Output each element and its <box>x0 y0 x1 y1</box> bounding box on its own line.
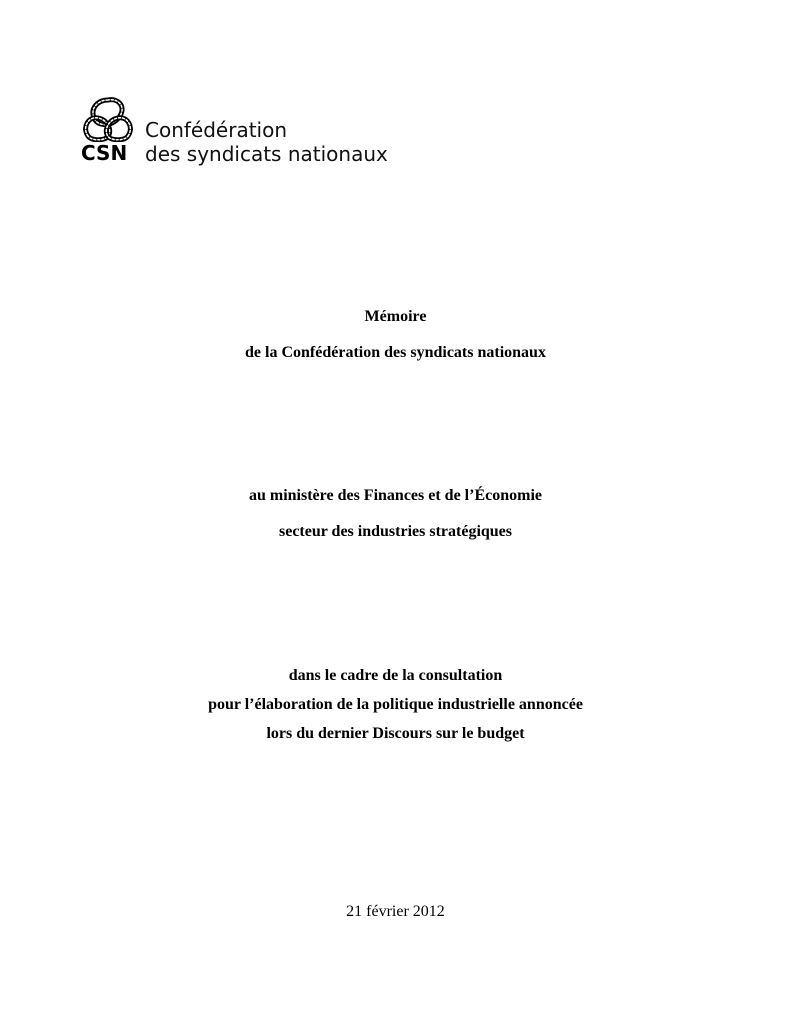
document-author: de la Confédération des syndicats nationaux <box>245 344 546 361</box>
context-line3: lors du dernier Discours sur le budget <box>266 725 525 742</box>
logo-abbreviation: CSN <box>81 141 128 165</box>
logo-organization-name <box>145 118 388 166</box>
csn-logo <box>80 96 400 166</box>
logo-name-line1: Confédération <box>145 118 288 142</box>
recipient-block <box>0 481 791 546</box>
document-title: Mémoire <box>364 308 427 325</box>
recipient-line1: au ministère des Finances et de l’Économie <box>248 487 542 504</box>
recipient-line2: secteur des industries stratégiques <box>278 523 513 540</box>
knot-emblem-icon <box>80 96 136 142</box>
document-date: 21 février 2012 <box>346 903 445 920</box>
title-block <box>0 302 791 367</box>
context-line1: dans le cadre de la consultation <box>288 667 503 684</box>
context-line2: pour l’élaboration de la politique industrielle annoncée <box>208 696 583 713</box>
context-block <box>0 661 791 748</box>
logo-name-line2: des syndicats nationaux <box>145 142 388 166</box>
